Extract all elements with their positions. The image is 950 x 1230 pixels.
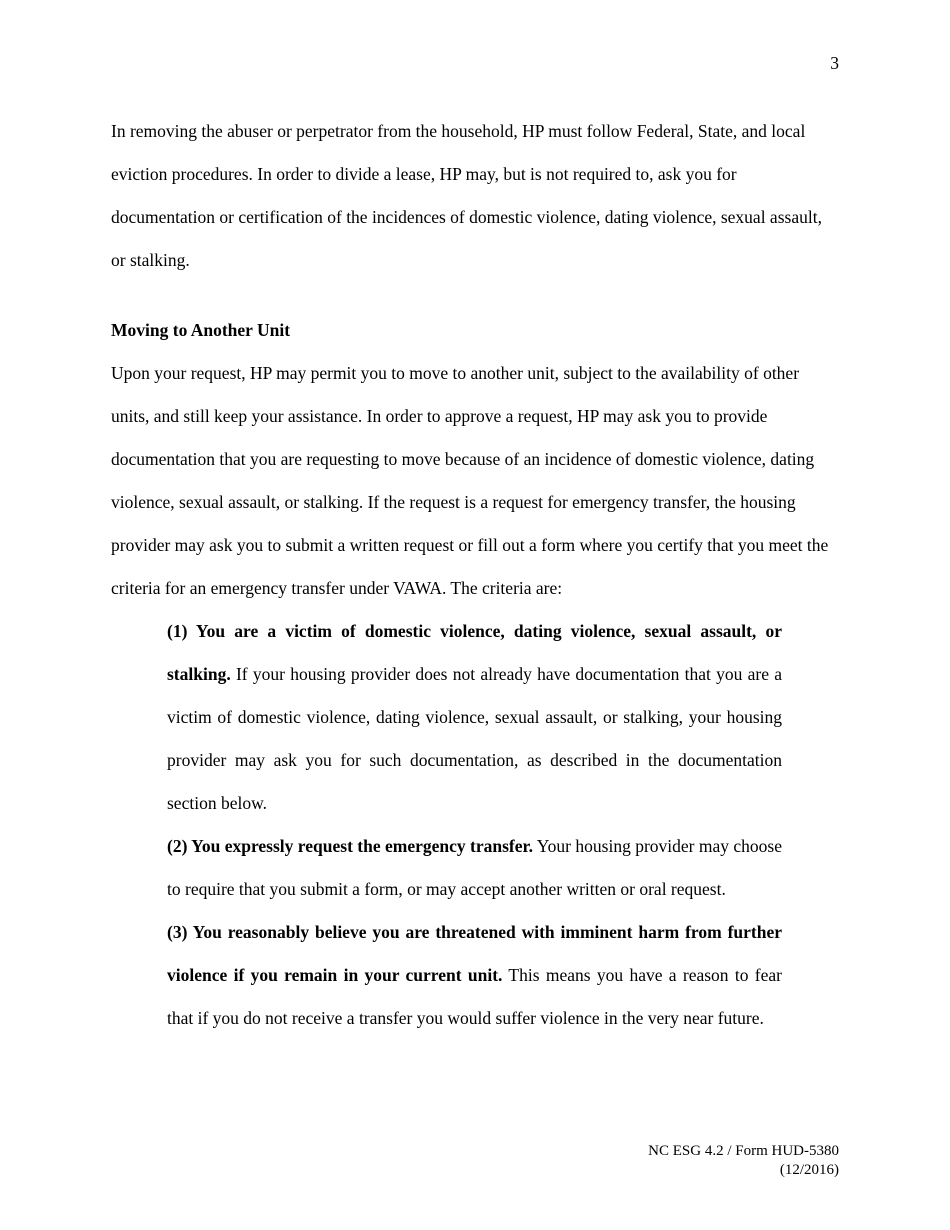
criterion-item-1 <box>167 610 782 825</box>
criterion-1-body: If your housing provider does not already have documentation that you are a victim of domestic violence, dating violence, sexual assault, or stalking, your housing provider may ask you for such documentation, as described in the documentation section below. <box>167 664 782 813</box>
criterion-3-body: This means you have a reason to fear that if you do not receive a transfer you would suffer violence in the very near future. <box>167 965 783 1028</box>
criterion-item-2 <box>167 825 782 911</box>
paragraph-eviction-procedures: In removing the abuser or perpetrator from the household, HP must follow Federal, State, and local eviction procedures. In order to divide a lease, HP may, but is not required to, ask you for documentation or certification of the incidences of domestic violence, dating violence, sexual assault, or stalking. <box>111 121 822 270</box>
page-footer <box>648 1142 839 1180</box>
heading-moving-to-another-unit: Moving to Another Unit <box>111 320 291 340</box>
criterion-3-lead: (3) You reasonably believe you are threatened with imminent harm from further violence if you remain in your current unit. <box>167 922 782 985</box>
footer-revision-date: (12/2016) <box>779 1162 839 1178</box>
criteria-list <box>111 610 839 1040</box>
criterion-item-3 <box>167 911 782 1040</box>
paragraph-moving-request: Upon your request, HP may permit you to move to another unit, subject to the availability of other units, and still keep your assistance. In order to approve a request, HP may ask you to provide documentation that you are requesting to move because of an incidence of domestic violence, dating violence, sexual assault, or stalking. If the request is a request for emergency transfer, the housing provider may ask you to submit a written request or fill out a form where you certify that you meet the criteria for an emergency transfer under VAWA. The criteria are: <box>111 363 829 598</box>
criterion-2-lead: (2) You expressly request the emergency transfer. <box>167 836 534 856</box>
criterion-1-lead: (1) You are a victim of domestic violence, dating violence, sexual assault, or stalking. <box>167 621 782 684</box>
page-number: 3 <box>830 53 839 73</box>
footer-form-id: NC ESG 4.2 / Form HUD-5380 <box>648 1143 839 1159</box>
criterion-2-body: Your housing provider may choose to require that you submit a form, or may accept another written or oral request. <box>167 836 782 899</box>
